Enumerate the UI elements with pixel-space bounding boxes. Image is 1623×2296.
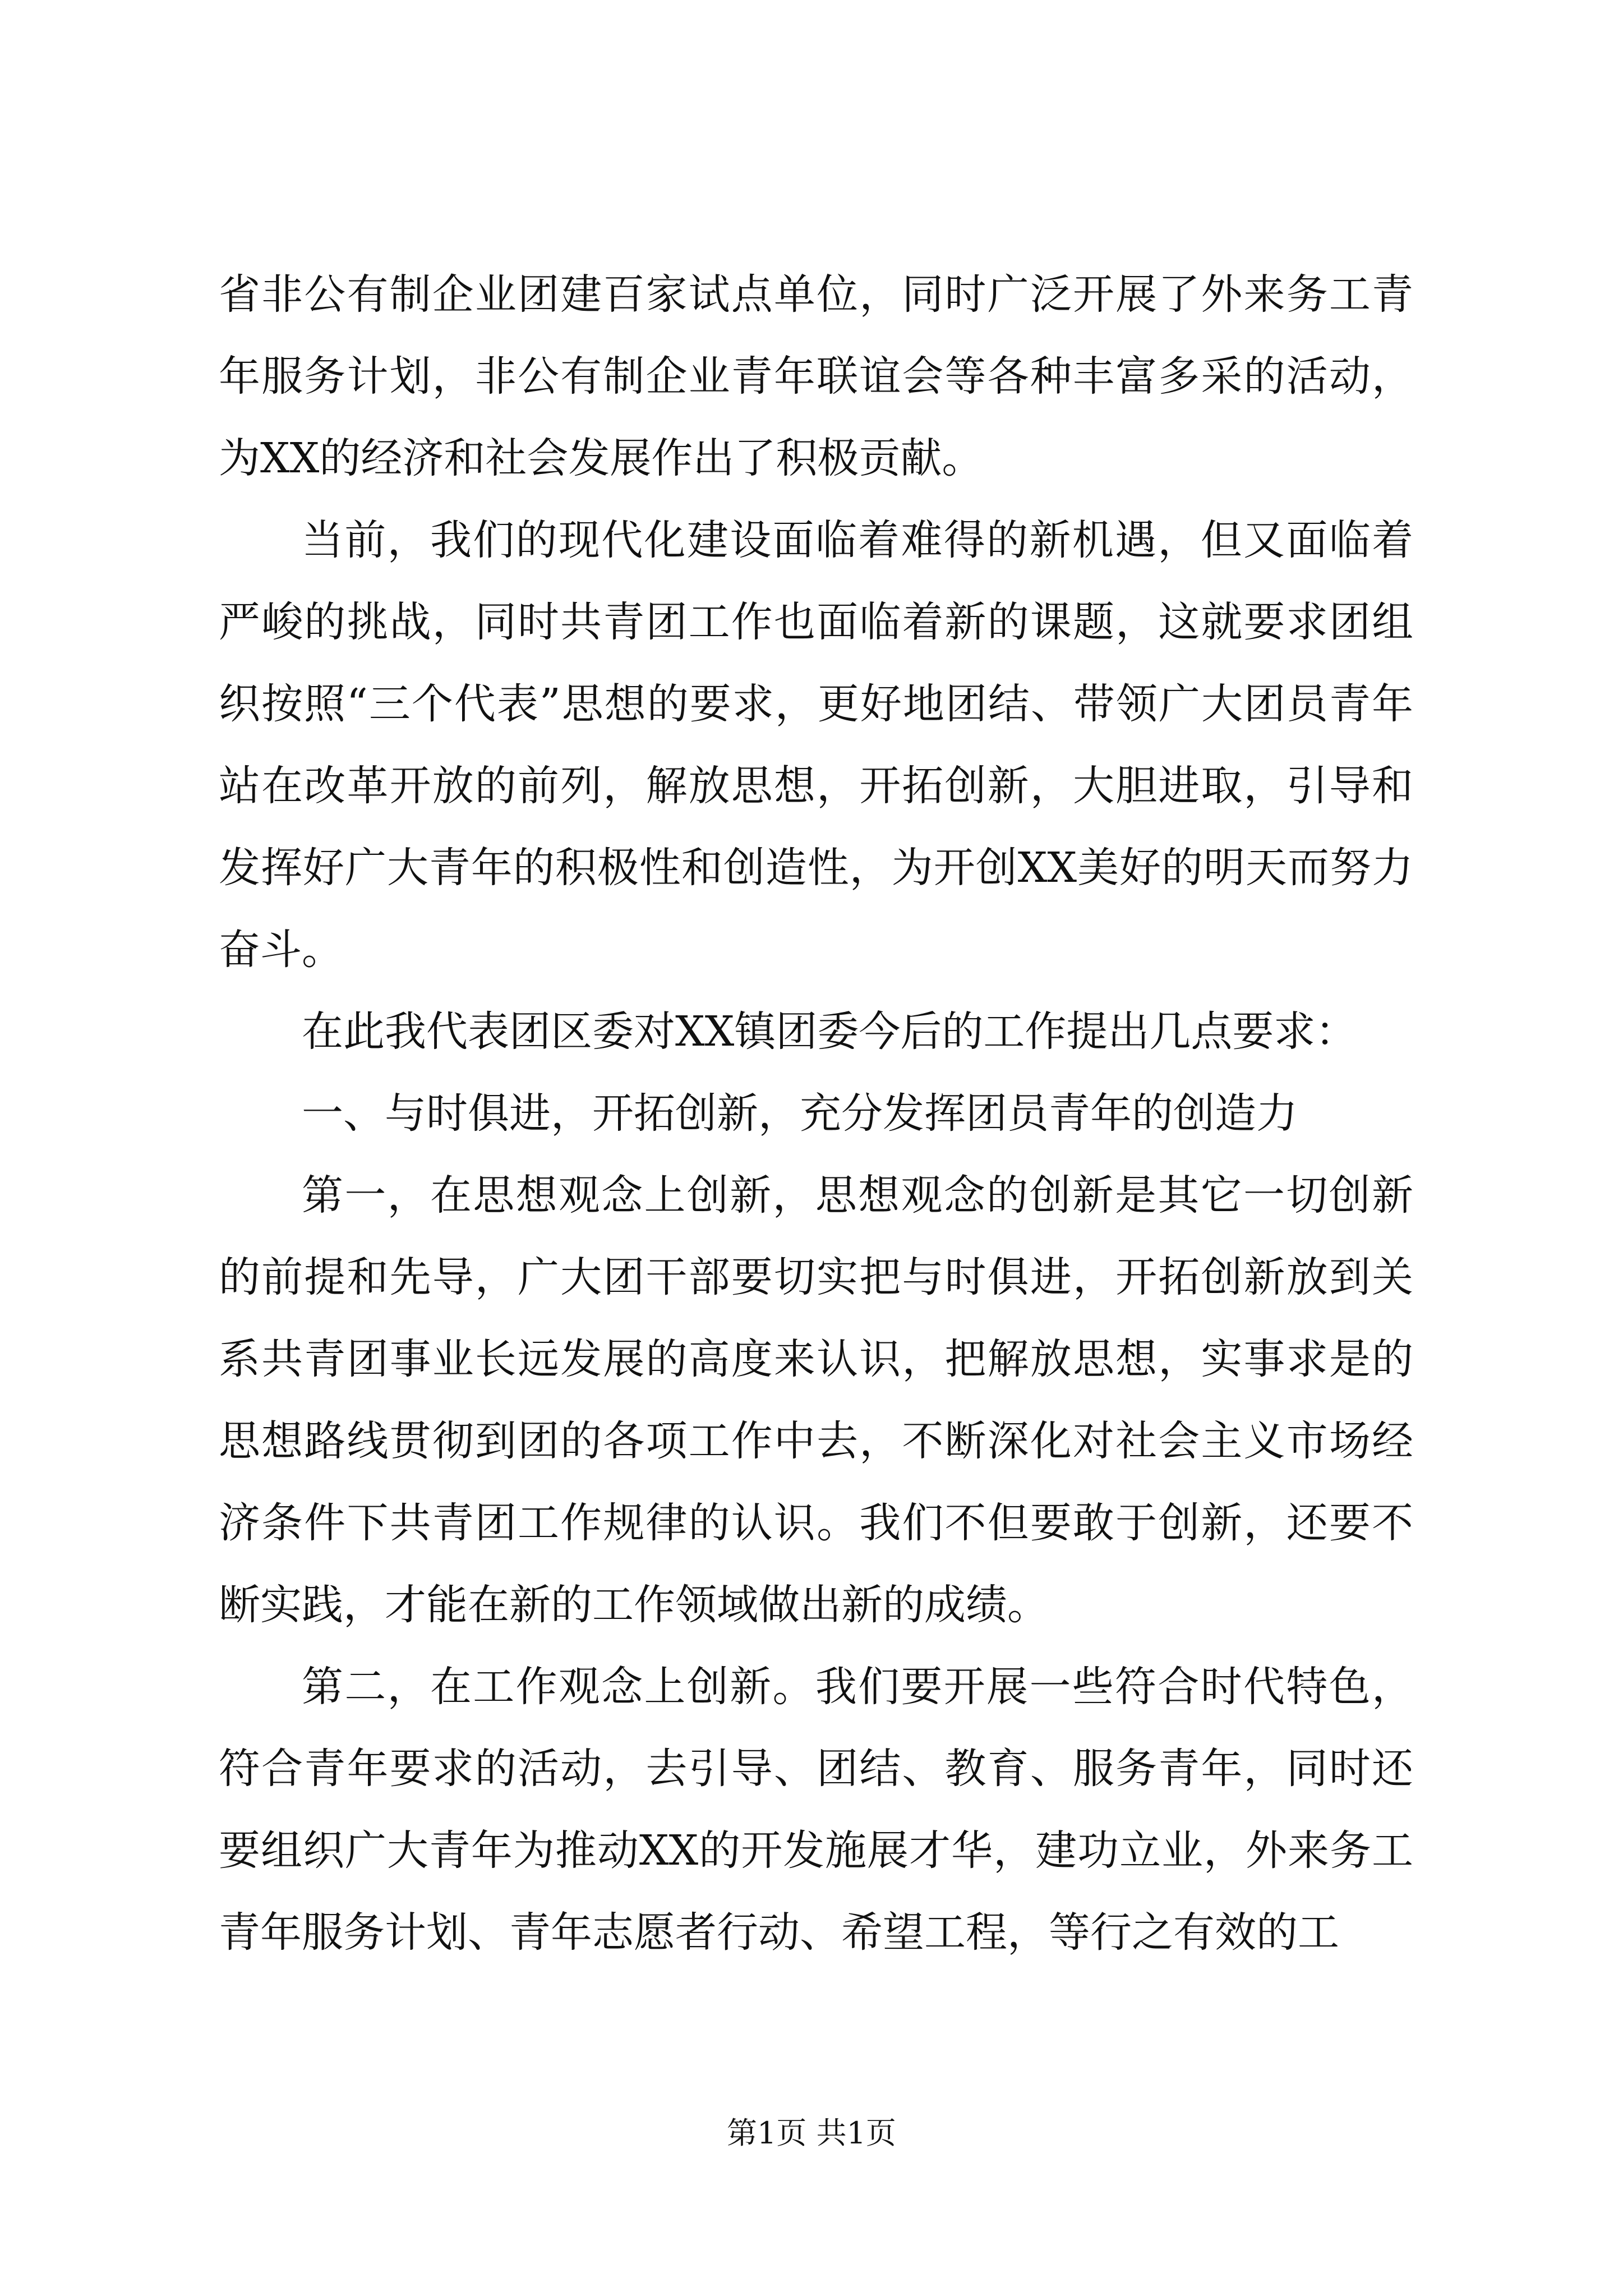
paragraph-1: 省非公有制企业团建百家试点单位，同时广泛开展了外来务工青年服务计划，非公有制企业青年联谊会等各种丰富多采的活动，为XX的经济和社会发展作出了积极贡献。 [219,270,1413,482]
section-heading-1: 一、与时俱进，开拓创新，充分发挥团员青年的创造力 [302,1089,1298,1138]
paragraph-3: 在此我代表团区委对XX镇团委今后的工作提出几点要求： [302,1007,1357,1056]
document-body [219,254,1413,1973]
paragraph-5: 第二，在工作观念上创新。我们要开展一些符合时代特色，符合青年要求的活动，去引导、团结、教育、服务青年，同时还要组织广大青年为推动XX的开发施展才华，建功立业，外来务工青年服务计划、青年志愿者行动、希望工程，等行之有效的工 [219,1663,1413,1957]
paragraph-4: 第一，在思想观念上创新，思想观念的创新是其它一切创新的前提和先导，广大团干部要切实把与时俱进，开拓创新放到关系共青团事业长远发展的高度来认识，把解放思想，实事求是的思想路线贯彻到团的各项工作中去，不断深化对社会主义市场经济条件下共青团工作规律的认识。我们不但要敢于创新，还要不断实践，才能在新的工作领域做出新的成绩。 [219,1171,1413,1629]
page-footer: 第1页 共1页 [727,2115,896,2151]
paragraph-2: 当前，我们的现代化建设面临着难得的新机遇，但又面临着严峻的挑战，同时共青团工作也面临着新的课题，这就要求团组织按照“三个代表”思想的要求，更好地团结、带领广大团员青年站在改革开放的前列，解放思想，开拓创新，大胆进取，引导和发挥好广大青年的积极性和创造性，为开创XX美好的明天而努力奋斗。 [219,516,1413,974]
